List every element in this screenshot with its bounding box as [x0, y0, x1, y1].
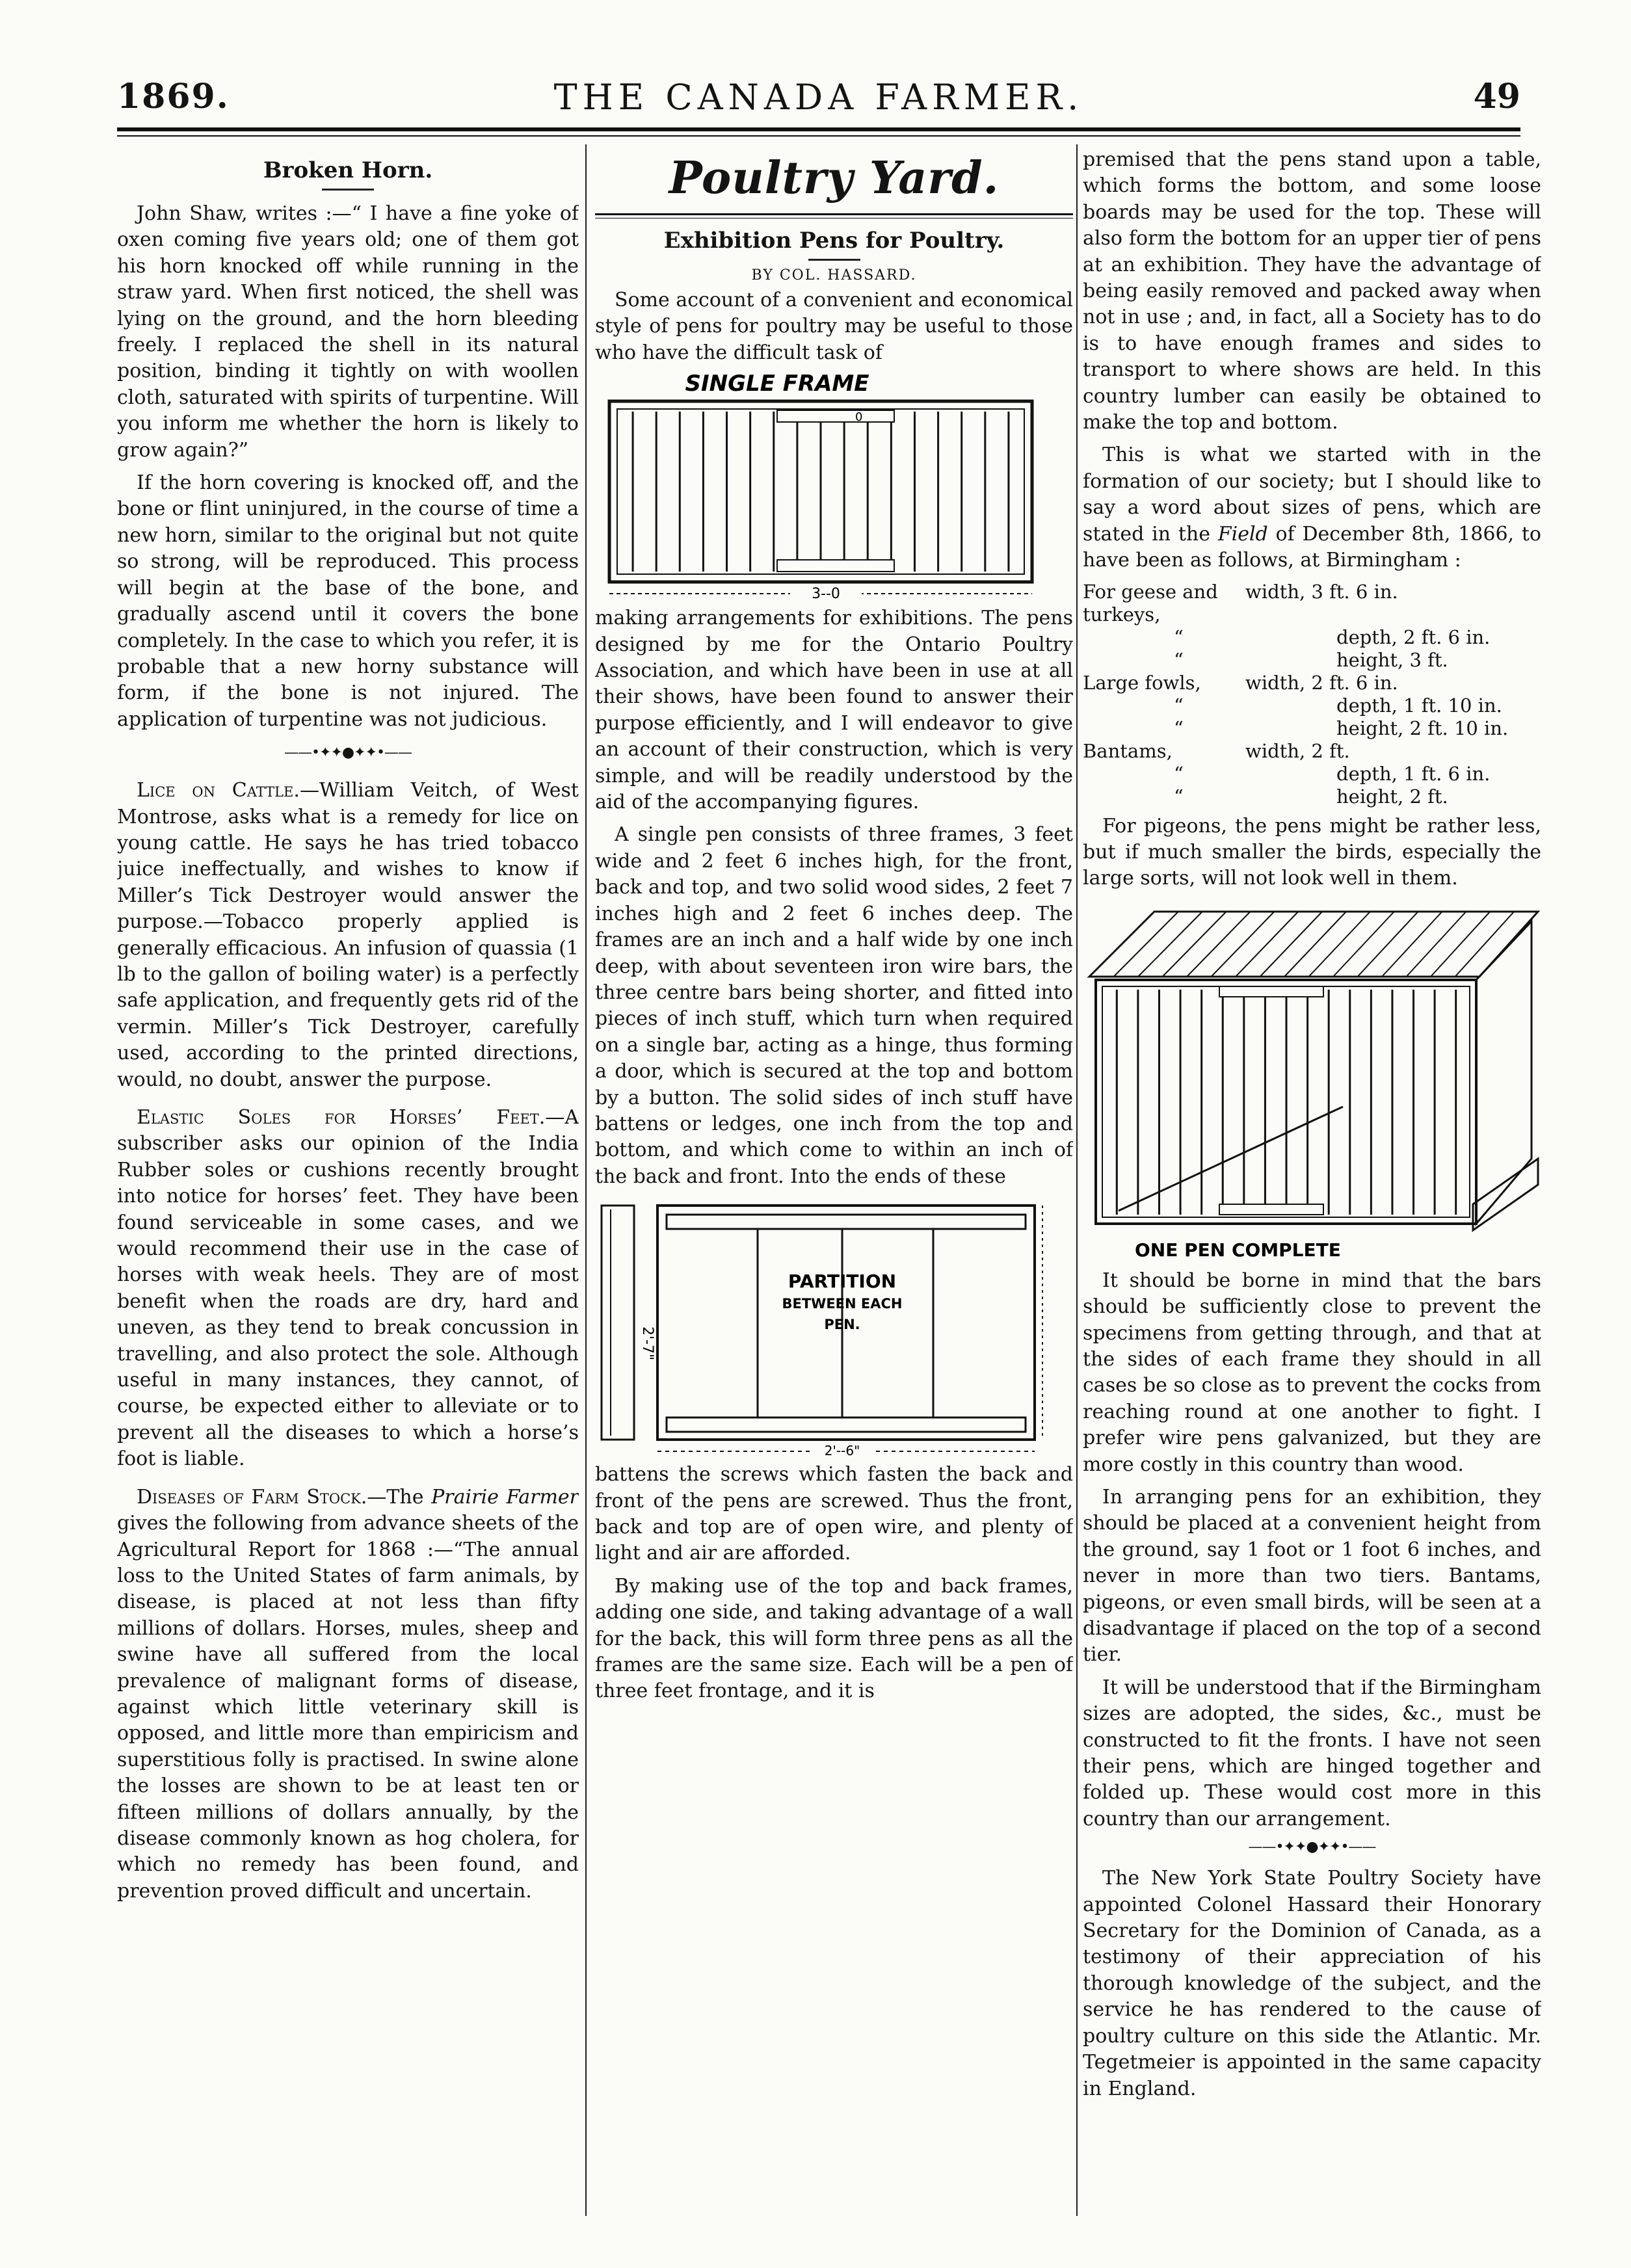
disease-lead: Diseases of Farm Stock. [137, 1485, 367, 1509]
disease-body: gives the following from advance sheets of the Agricultural Report for 1868 :—“The annual loss to the United States of farm animals, by disease, is placed at not less than fifty millions of dollars. Horses, mules, sheep and swine have all suffered from the local prevalence of malignant forms of disease, against which little veterinary skill is opposed, and little more than empiricism and superstitious folly is practised. In swine alone the losses are shown to be at least ten or fifteen millions of dollars annually, by the disease commonly known as hog cholera, for which no remedy has been found, and prevention proved difficult and uncertain. [117, 1512, 579, 1903]
disease-mid: —The [367, 1485, 432, 1509]
top-wire-bar [1407, 912, 1466, 977]
body-paragraph-3: A single pen consists of three frames, 3 feet wide and 2 feet 6 inches high, for the front, back and top, and two solid wood sides, 2 feet 7 inches high and 2 feet 6 inches deep. The frames are an inch and a half wide by one inch deep, with about seventeen iron wire bars, the three centre bars being shorter, and fitted into pieces of inch stuff, which turn when required on a single bar, acting as a hinge, thus forming a door, which is secured at the top and bottom by a button. The solid sides of inch stuff have battens or ledges, one inch from the top and bottom, and which come to within an inch of the back and front. Into the ends of these [595, 823, 1073, 1188]
soles-body: —A subscriber asks our opinion of the India Rubber soles or cushions recently brought into notice for horses’ feet. They have been found serviceable in some cases, and we would recommend their use in the case of horses with weak heels. They are of most benefit when the roads are dry, hard and uneven, as they tend to break concussion in travelling, and also protect the sole. Although useful in many instances, they cannot, of course, be expected either to alleviate or to prevent all the diseases to which a horse’s foot is liable. [117, 1106, 579, 1471]
reply-paragraph: If the horn covering is knocked off, and the bone or flint uninjured, in the course of time a new horn, similar to the original but not quite so strong, will be reproduced. This process will begin at the base of the bone, and gradually ascend until it covers the bone completely. In the case to which you refer, it is probable that a new horny substance will form, if the bone is not injured. The application of turpentine was not judicious. [117, 471, 579, 731]
size-label: “ [1174, 762, 1184, 785]
side-board [1476, 921, 1532, 1224]
letter-paragraph: John Shaw, writes :—“ I have a fine yoke of oxen coming five years old; one of them got his horn knocked off while running in the straw yard. When first noticed, the shell was lying on the ground, and the horn bleeding freely. I replaced the shell in its natural position, binding it tightly on with woollen cloth, saturated with spirits of turpentine. Will you inform me whether the horn is likely to grow again?” [117, 202, 579, 462]
column-divider-2 [1076, 144, 1078, 2216]
figure-caption: ONE PEN COMPLETE [1135, 1239, 1341, 1261]
top-wire-bar [1212, 912, 1275, 977]
size-row [1083, 763, 1541, 785]
size-value: depth, 1 ft. 6 in. [1336, 762, 1491, 785]
column-divider-1 [585, 144, 587, 2216]
size-value: depth, 2 ft. 6 in. [1336, 626, 1491, 648]
door-bottom-piece [777, 560, 894, 572]
lice-lead: Lice on Cattle. [137, 779, 300, 802]
column-2 [595, 147, 1073, 2216]
size-row [1083, 626, 1541, 649]
top-wire-bar [1284, 912, 1346, 977]
page-number: 49 [1473, 77, 1520, 116]
size-row [1083, 672, 1541, 694]
depth-dimension: 2'--6" [824, 1443, 860, 1457]
partition-label-1: PARTITION [788, 1271, 897, 1293]
size-label: Large fowls, [1083, 671, 1201, 694]
partition-label-3: PEN. [824, 1317, 860, 1333]
size-value: height, 3 ft. [1336, 648, 1448, 671]
size-label: “ [1174, 626, 1184, 648]
size-label: “ [1174, 648, 1184, 671]
size-label: “ [1174, 785, 1184, 808]
front-frame-bars [1117, 990, 1455, 1215]
top-wire-bar [1138, 912, 1202, 977]
top-wire-bar [1358, 912, 1418, 977]
partition-label-2: BETWEEN EACH [782, 1296, 903, 1312]
header-rule-thick [117, 127, 1520, 131]
lice-body: —William Veitch, of West Montrose, asks what is a remedy for lice on young cattle. He says he has tried tobacco juice ineffectually, and wishes to know if Miller’s Tick Destroyer would answer the purpose.—Tobacco properly applied is generally efficacious. An infusion of quassia (1 lb to the gallon of boiling water) is a perfectly safe application, and frequently gets rid of the vermin. Miller’s Tick Destroyer, carefully used, according to the printed directions, would, no doubt, answer the purpose. [117, 779, 579, 1091]
top-wire-bar [1431, 912, 1490, 977]
department-rule [595, 213, 1073, 215]
side-board [602, 1206, 634, 1440]
partition-figure [595, 1196, 1073, 1457]
pigeons-paragraph: For pigeons, the pens might be rather less, but if much smaller the birds, especially the large sorts, will not look well in them. [1083, 814, 1541, 890]
size-value: width, 3 ft. 6 in. [1245, 580, 1398, 603]
bottom-batten [667, 1418, 1026, 1432]
size-label: Bantams, [1083, 739, 1173, 762]
new-york-paragraph: The New York State Poultry Society have appointed Colonel Hassard their Honorary Secretary for the Dominion of Canada, as a testimony of their appreciation of his thorough knowledge of the subject, and the service he has rendered to the cause of poultry culture on this side the Atlantic. Mr. Tegetmeier is appointed in the same capacity in England. [1083, 1867, 1541, 2100]
lice-paragraph [117, 778, 579, 1093]
section-ornament: ——•✦✦●✦✦•—— [284, 745, 412, 761]
top-wire-bar [1333, 912, 1394, 977]
top-wire-bar [1309, 912, 1370, 977]
size-row [1083, 717, 1541, 740]
size-row [1083, 581, 1541, 626]
top-wire-bar [1163, 912, 1227, 977]
intro-paragraph: Some account of a convenient and economical style of pens for poultry may be useful to those who have the difficult task of [595, 289, 1073, 364]
figure-label: SINGLE FRAME [685, 373, 869, 397]
size-value: height, 2 ft. 10 in. [1336, 717, 1509, 739]
height-dimension: 2'-7" [639, 1326, 656, 1361]
issue-year: 1869. [117, 77, 230, 116]
top-frame-bars [1114, 912, 1515, 977]
size-value: width, 2 ft. 6 in. [1245, 671, 1398, 694]
size-row [1083, 649, 1541, 672]
button-mark-top: 0 [855, 410, 863, 425]
top-wire-bar [1260, 912, 1323, 977]
size-value: height, 2 ft. [1336, 785, 1448, 808]
body-paragraph-4: battens the screws which fasten the back and front of the pens are screwed. Thus the front, back and top are of open wire, and plenty of light and air are afforded. [595, 1463, 1073, 1565]
size-label: For geese and turkeys, [1083, 580, 1218, 626]
byline: BY COL. HASSARD. [751, 267, 917, 284]
article-title-broken-horn: Broken Horn. [263, 157, 433, 183]
door-top-piece [1219, 986, 1323, 997]
body-paragraph-2: making arrangements for exhibitions. The pens designed by me for the Ontario Poultry Association, and which have been in use at all their shows, have been found to answer their purpose efficiently, and I will endeavor to give an account of their construction, which is very simple, and will be readily understood by the aid of the accompanying figures. [595, 607, 1073, 814]
title-rule [808, 259, 860, 261]
size-row [1083, 694, 1541, 717]
size-row [1083, 740, 1541, 763]
sizes-intro-b: of December 8th, 1866, to have been as follows, at Birmingham : [1083, 522, 1541, 572]
floor-edge [1119, 1107, 1343, 1211]
column-3 [1083, 147, 1541, 2216]
top-wire-bar [1236, 912, 1298, 977]
soles-lead: Elastic Soles for Horses’ Feet. [137, 1106, 546, 1129]
title-rule [322, 189, 374, 191]
department-heading: Poultry Yard. [669, 152, 1000, 204]
continued-paragraph: premised that the pens stand upon a table, which forms the bottom, and some loose boards may be used for the top. These will also form the bottom for an upper tier of pens at an exhibition. They have the advantage of being easily removed and packed away when not in use ; and, in fact, all a Society has to do is to have enough frames and sides to transport to where shows are held. In this country lumber can easily be obtained to make the top and bottom. [1083, 148, 1541, 434]
birmingham-sizes-table [1083, 581, 1541, 808]
disease-source: Prairie Farmer [431, 1485, 579, 1509]
bars-paragraph: It should be borne in mind that the bars should be sufficiently close to prevent the specimens from getting through, and that at the sides of each frame they should in all cases be so close as to prevent the cocks from reaching round at one another to fight. I prefer wire pens galvanized, but they are more costly in this country than wood. [1083, 1269, 1541, 1476]
sizes-intro-paragraph [1083, 442, 1541, 574]
article-title-exhibition-pens: Exhibition Pens for Poultry. [663, 228, 1005, 254]
top-wire-bar [1187, 912, 1251, 977]
body-paragraph-5: By making use of the top and back frames, adding one side, and taking advantage of a wall for the back, this will form three pens as all the frames are the same size. Each will be a pen of three feet frontage, and it is [595, 1574, 1073, 1703]
sizes-intro-a: This is what we started with in the formation of our society; but I should like to say a word about sizes of pens, which are stated in the [1083, 443, 1541, 546]
birmingham-paragraph: It will be understood that if the Birmingham sizes are adopted, the sides, &c., must be constructed to fit the fronts. I have not seen their pens, which are hinged together and folded up. These would cost more in this country than our arrangement. [1083, 1676, 1541, 1830]
size-label: “ [1174, 717, 1184, 739]
single-frame-figure [595, 373, 1073, 600]
size-label: “ [1174, 694, 1184, 717]
top-wire-bar [1114, 912, 1178, 977]
header-rule-thin [117, 135, 1520, 137]
size-value: width, 2 ft. [1245, 739, 1350, 762]
disease-paragraph [117, 1484, 579, 1905]
arranging-paragraph: In arranging pens for an exhibition, they should be placed at a convenient height from the ground, say 1 foot or 1 foot 6 inches, and never in more than two tiers. Bantams, pigeons, or even small birds, will be seen at a disadvantage if placed on the top of a second tier. [1083, 1485, 1541, 1667]
size-value: depth, 1 ft. 10 in. [1336, 694, 1502, 717]
top-batten [667, 1215, 1026, 1229]
section-ornament: ——•✦✦●✦✦•—— [1248, 1839, 1376, 1856]
top-wire-bar [1455, 912, 1515, 977]
size-row [1083, 785, 1541, 808]
side-batten [1473, 1159, 1538, 1230]
column-1 [117, 147, 579, 2216]
frame-bars [633, 412, 1009, 572]
field-journal: Field [1217, 522, 1268, 546]
newspaper-title: THE CANADA FARMER. [553, 77, 1084, 118]
door-top-piece [777, 410, 894, 425]
width-dimension: 3--0 [812, 586, 840, 601]
pen-complete-figure [1083, 899, 1541, 1263]
masthead [117, 77, 1520, 129]
top-wire-bar [1382, 912, 1442, 977]
soles-paragraph [117, 1105, 579, 1473]
door-bottom-piece [1219, 1204, 1323, 1215]
